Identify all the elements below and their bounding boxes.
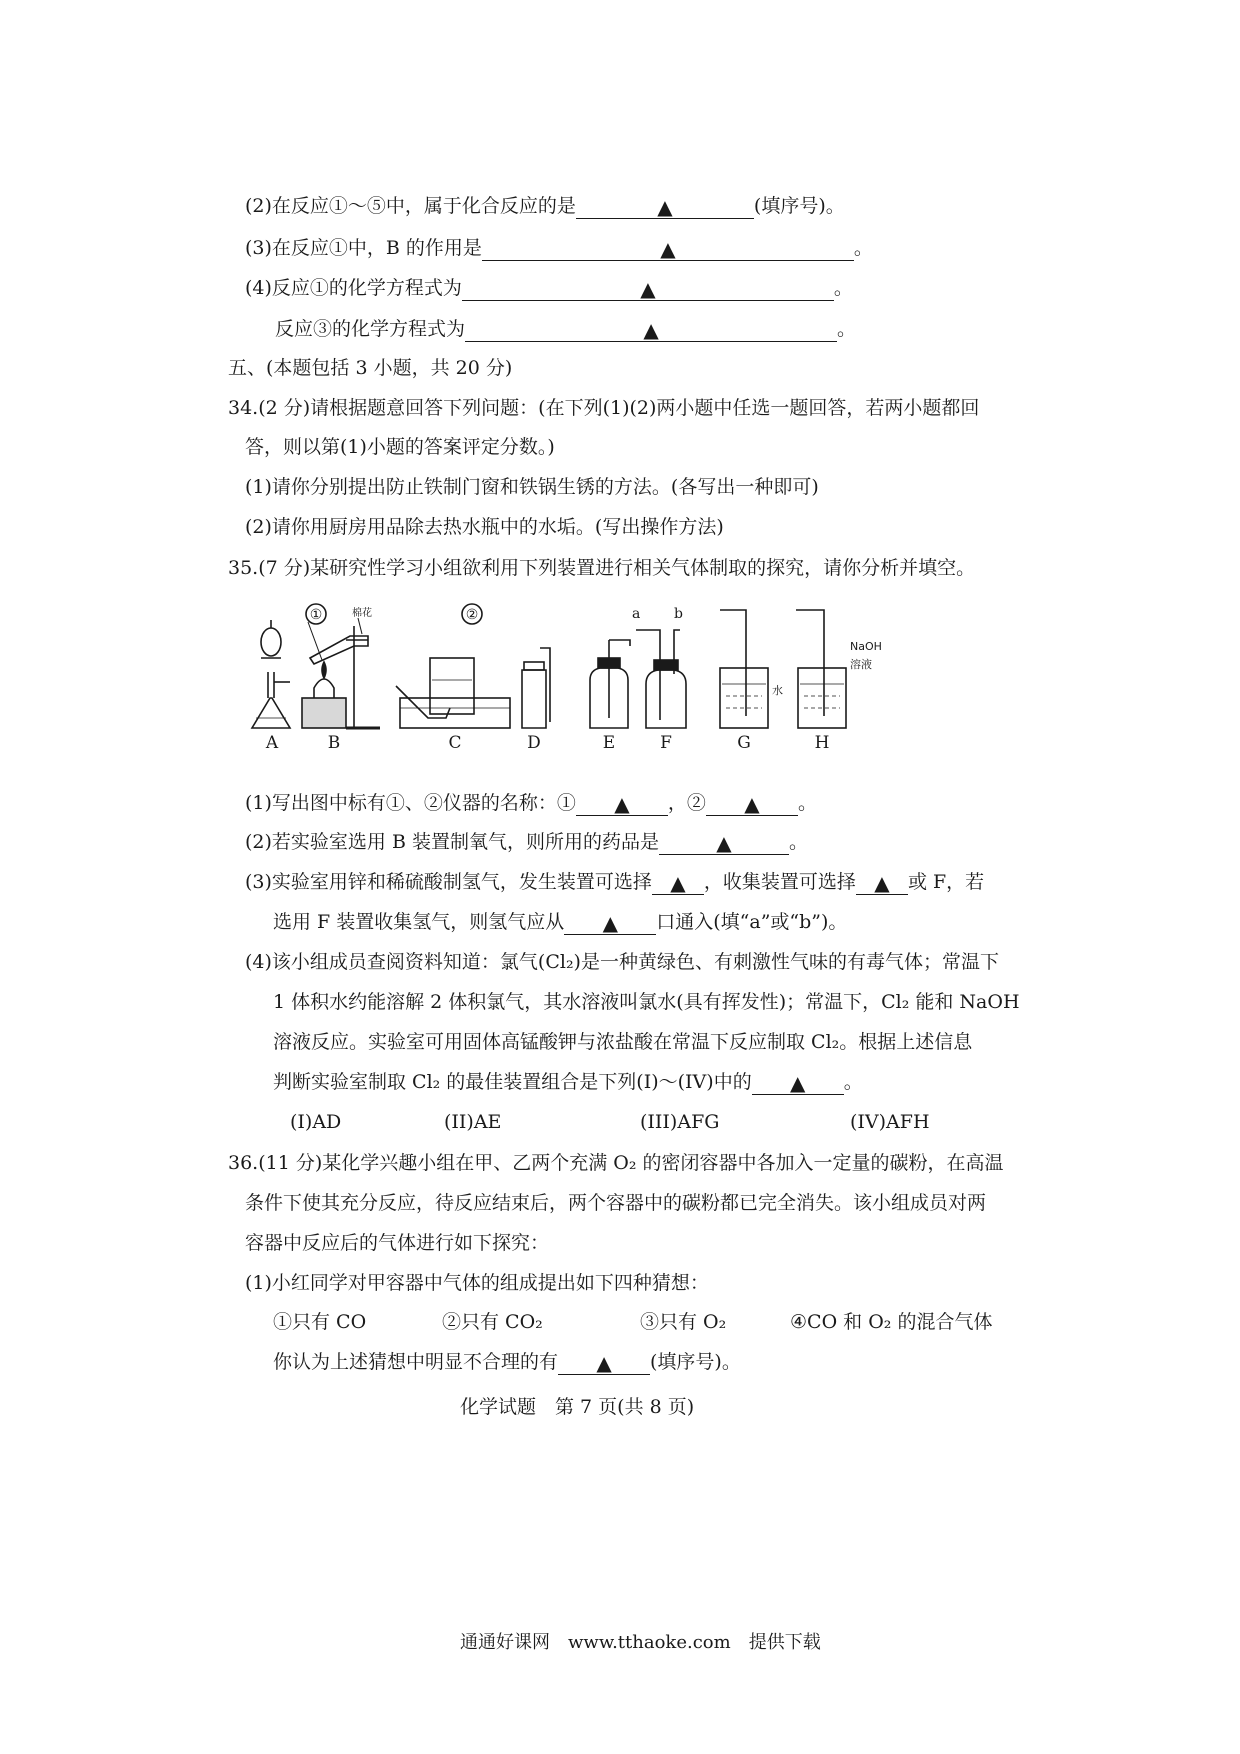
triangle-mark: ▲ bbox=[596, 1351, 612, 1375]
triangle-mark: ▲ bbox=[602, 911, 618, 935]
apparatus-f bbox=[632, 606, 686, 728]
q36-line6: 你认为上述猜想中明显不合理的有 ▲ (填序号)。 bbox=[273, 1351, 741, 1375]
q35-part4-line2: 1 体积水约能溶解 2 体积氯气，其水溶液叫氯水(具有挥发性)；常温下，Cl₂ 能和 NaOH bbox=[273, 991, 1020, 1013]
triangle-mark: ▲ bbox=[657, 195, 673, 219]
option-i: (I)AD bbox=[290, 1111, 342, 1133]
triangle-mark: ▲ bbox=[640, 277, 656, 301]
guess-4: ④CO 和 O₂ 的混合气体 bbox=[790, 1311, 993, 1333]
apparatus-b bbox=[302, 604, 380, 728]
page-footer: 化学试题 第 7 页(共 8 页) bbox=[460, 1396, 695, 1418]
apparatus-a bbox=[252, 620, 290, 728]
answer-blank[interactable] bbox=[576, 194, 754, 219]
label-f: F bbox=[660, 733, 672, 750]
q34-line2: 答，则以第(1)小题的答案评定分数。) bbox=[245, 436, 555, 458]
q35-part4-line3: 溶液反应。实验室可用固体高锰酸钾与浓盐酸在常温下反应制取 Cl₂。根据上述信息 bbox=[273, 1031, 973, 1053]
q36-line3: 容器中反应后的气体进行如下探究： bbox=[245, 1232, 550, 1254]
q36-line1: 36.(11 分)某化学兴趣小组在甲、乙两个充满 O₂ 的密闭容器中各加入一定量的碳粉，在高温 bbox=[228, 1152, 1004, 1174]
triangle-mark: ▲ bbox=[660, 237, 676, 261]
option-iv: (IV)AFH bbox=[850, 1111, 930, 1133]
q33-part2: (2)在反应①～⑤中，属于化合反应的是 ▲ (填序号)。 bbox=[245, 195, 845, 219]
q35-part1: (1)写出图中标有①、②仪器的名称：① ▲ ，② ▲ 。 bbox=[245, 792, 817, 816]
mark-1: ① bbox=[309, 607, 323, 623]
option-iii: (III)AFG bbox=[640, 1111, 720, 1133]
q34-line4: (2)请你用厨房用品除去热水瓶中的水垢。(写出操作方法) bbox=[245, 516, 724, 538]
triangle-mark: ▲ bbox=[874, 871, 890, 895]
triangle-mark: ▲ bbox=[643, 318, 659, 342]
guess-2: ②只有 CO₂ bbox=[442, 1311, 543, 1333]
q35-part4-line4: 判断实验室制取 Cl₂ 的最佳装置组合是下列(I)～(IV)中的 ▲ 。 bbox=[273, 1071, 863, 1095]
q35-part3-line1: (3)实验室用锌和稀硫酸制氢气，发生装置可选择 ▲ ，收集装置可选择 ▲ 或 F，若 bbox=[245, 871, 985, 895]
answer-blank[interactable] bbox=[659, 830, 789, 855]
apparatus-c bbox=[396, 604, 510, 728]
section-heading: 五、(本题包括 3 小题，共 20 分) bbox=[228, 357, 513, 379]
site-credit: 通通好课网 www.tthaoke.com 提供下载 bbox=[460, 1632, 821, 1653]
water-label: 水 bbox=[772, 684, 783, 697]
apparatus-h bbox=[796, 610, 882, 728]
naoh-label: NaOH bbox=[850, 640, 882, 653]
answer-blank[interactable] bbox=[558, 1350, 650, 1375]
q35-part2: (2)若实验室选用 B 装置制氧气，则所用的药品是 ▲ 。 bbox=[245, 831, 808, 855]
label-c: C bbox=[448, 733, 462, 750]
q36-line4: (1)小红同学对甲容器中气体的组成提出如下四种猜想： bbox=[245, 1272, 709, 1294]
label-h: H bbox=[814, 733, 830, 750]
answer-blank[interactable] bbox=[576, 791, 668, 816]
answer-blank[interactable] bbox=[706, 791, 798, 816]
label-g: G bbox=[737, 733, 751, 750]
apparatus-d bbox=[522, 648, 550, 728]
label-e: E bbox=[602, 733, 616, 750]
answer-blank[interactable] bbox=[652, 870, 704, 895]
triangle-mark: ▲ bbox=[790, 1071, 806, 1095]
q35-part3-line2: 选用 F 装置收集氢气，则氢气应从 ▲ 口通入(填“a”或“b”)。 bbox=[273, 911, 848, 935]
option-ii: (II)AE bbox=[444, 1111, 502, 1133]
apparatus-g bbox=[720, 610, 783, 728]
q33-part4: (4)反应①的化学方程式为 ▲ 。 bbox=[245, 277, 853, 301]
answer-blank[interactable] bbox=[752, 1070, 844, 1095]
triangle-mark: ▲ bbox=[744, 792, 760, 816]
port-b-label: b bbox=[674, 606, 683, 622]
apparatus-diagram bbox=[250, 600, 1010, 750]
q34-line3: (1)请你分别提出防止铁制门窗和铁锅生锈的方法。(各写出一种即可) bbox=[245, 476, 819, 498]
label-b: B bbox=[327, 733, 341, 750]
q33-part5: 反应③的化学方程式为 ▲ 。 bbox=[275, 318, 857, 342]
answer-blank[interactable] bbox=[462, 276, 834, 301]
answer-blank[interactable] bbox=[482, 236, 854, 261]
q35-part4-line1: (4)该小组成员查阅资料知道：氯气(Cl₂)是一种黄绿色、有刺激性气味的有毒气体；常温下 bbox=[245, 951, 999, 973]
port-a-label: a bbox=[632, 606, 641, 622]
label-a: A bbox=[265, 733, 279, 750]
answer-blank[interactable] bbox=[564, 910, 656, 935]
label-d: D bbox=[527, 733, 541, 750]
q35-stem: 35.(7 分)某研究性学习小组欲利用下列装置进行相关气体制取的探究，请你分析并填空。 bbox=[228, 557, 976, 579]
triangle-mark: ▲ bbox=[614, 792, 630, 816]
cotton-label: 棉花 bbox=[352, 608, 372, 619]
solution-label: 溶液 bbox=[850, 658, 872, 671]
answer-blank[interactable] bbox=[856, 870, 908, 895]
q36-line2: 条件下使其充分反应，待反应结束后，两个容器中的碳粉都已完全消失。该小组成员对两 bbox=[245, 1192, 987, 1214]
answer-blank[interactable] bbox=[465, 317, 837, 342]
q33-part3: (3)在反应①中，B 的作用是 ▲ 。 bbox=[245, 237, 873, 261]
apparatus-e bbox=[590, 640, 630, 728]
mark-2: ② bbox=[465, 607, 479, 623]
triangle-mark: ▲ bbox=[670, 871, 686, 895]
q34-line1: 34.(2 分)请根据题意回答下列问题：(在下列(1)(2)两小题中任选一题回答，若两小题都回 bbox=[228, 397, 980, 419]
guess-3: ③只有 O₂ bbox=[640, 1311, 727, 1333]
triangle-mark: ▲ bbox=[716, 831, 732, 855]
guess-1: ①只有 CO bbox=[273, 1311, 367, 1333]
